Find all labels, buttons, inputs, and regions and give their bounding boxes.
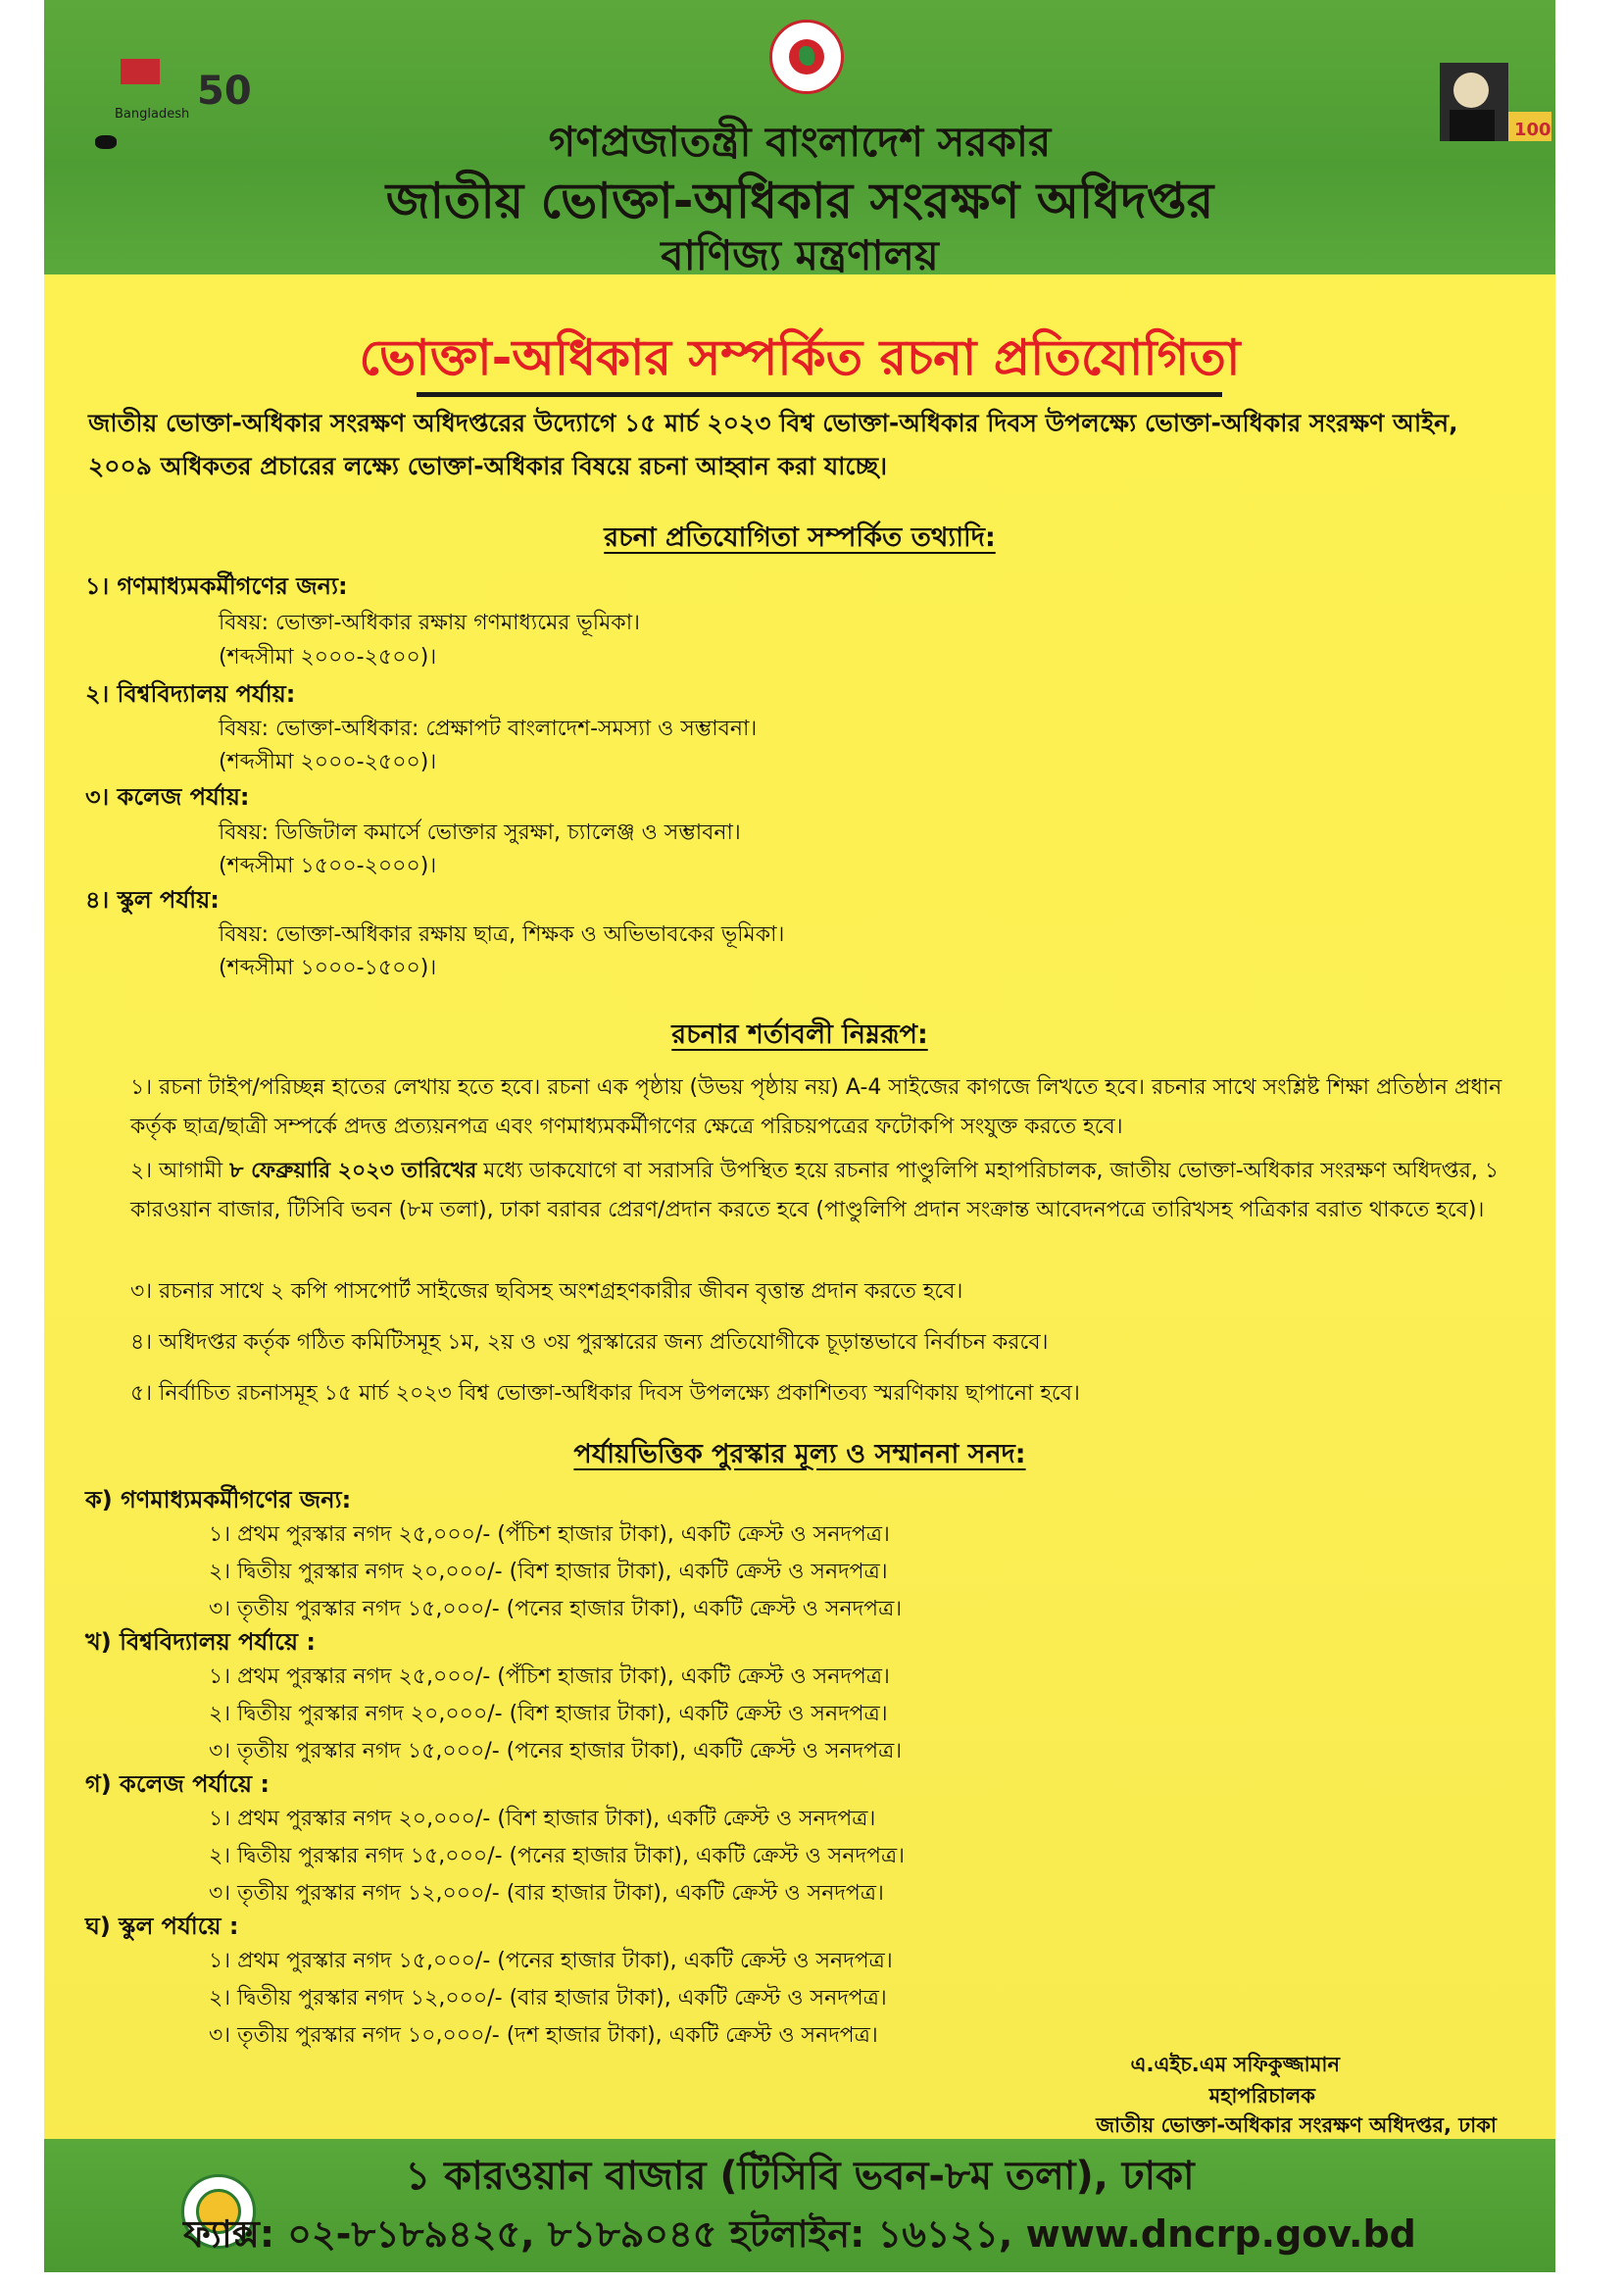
prize-line: ১। প্রথম পুরস্কার নগদ ২০,০০০/- (বিশ হাজার টাকা), একটি ক্রেস্ট ও সনদপত্র। (209, 1807, 876, 1831)
government-emblem-icon (769, 20, 844, 94)
logo-number: 50 (197, 69, 252, 114)
condition-2-body: মধ্যে ডাকযোগে বা সরাসরি উপস্থিত হয়ে রচনার পাণ্ডুলিপি মহাপরিচালক, জাতীয় ভোক্তা-অধিকার সংরক্ষণ অধিদপ্তর, ১ কারওয়ান বাজার, টিসিবি ভবন (৮ম তলা), ঢাকা বরাবর প্রেরণ/প্রদান করতে হবে (পাণ্ডুলিপি প্রদান সংক্রান্ত আবেদনপত্রে তারিখসহ পত্রিকার বরাত থাকতে হবে)। (130, 1159, 1500, 1222)
info-item-university-limit: (শব্দসীমা ২০০০-২৫০০)। (219, 750, 437, 774)
signatory-name: এ.এইচ.এম সফিকুজ্জামান (1130, 2053, 1340, 2076)
footer-contact: ফ্যাক্স: ০২-৮১৮৯৪২৫, ৮১৮৯০৪৫ হটলাইন: ১৬১২১, www.dncrp.gov.bd (183, 2212, 1416, 2256)
info-item-university-topic: বিষয়: ভোক্তা-অধিকার: প্রেক্ষাপট বাংলাদেশ-সমস্যা ও সম্ভাবনা। (219, 717, 758, 741)
conditions-heading: রচনার শর্তাবলী নিম্নরূপ: (671, 1019, 928, 1050)
prize-group-university-head: খ) বিশ্ববিদ্যালয় পর্যায়ে : (85, 1628, 316, 1656)
info-item-school-topic: বিষয়: ভোক্তা-অধিকার রক্ষায় ছাত্র, শিক্ষক ও অভিভাবকের ভূমিকা। (219, 922, 785, 947)
info-item-media-topic: বিষয়: ভোক্তা-অধিকার রক্ষায় গণমাধ্যমের ভূমিকা। (219, 611, 640, 635)
prize-line: ৩। তৃতীয় পুরস্কার নগদ ১৫,০০০/- (পনের হাজার টাকা), একটি ক্রেস্ট ও সনদপত্র। (209, 1739, 903, 1763)
header-ministry: বাণিজ্য মন্ত্রণালয় (661, 231, 939, 279)
info-item-media-head: ১। গণমাধ্যমকর্মীগণের জন্য: (85, 572, 348, 600)
prize-line: ২। দ্বিতীয় পুরস্কার নগদ ১৫,০০০/- (পনের হাজার টাকা), একটি ক্রেস্ট ও সনদপত্র। (209, 1844, 905, 1868)
prize-group-school-head: ঘ) স্কুল পর্যায়ে : (85, 1912, 239, 1940)
prize-group-media-head: ক) গণমাধ্যমকর্মীগণের জন্য: (85, 1486, 352, 1514)
header-government: গণপ্রজাতন্ত্রী বাংলাদেশ সরকার (548, 118, 1052, 166)
condition-2-prefix: ২। আগামী (130, 1159, 230, 1183)
signatory-designation: মহাপরিচালক (1208, 2084, 1315, 2108)
footer-address: ১ কারওয়ান বাজার (টিসিবি ভবন-৮ম তলা), ঢাকা (405, 2154, 1195, 2199)
prize-group-college-head: গ) কলেজ পর্যায়ে : (85, 1770, 271, 1798)
info-item-college-head: ৩। কলেজ পর্যায়: (85, 783, 250, 811)
info-item-school-head: ৪। স্কুল পর্যায়: (85, 886, 220, 914)
prize-line: ৩। তৃতীয় পুরস্কার নগদ ১৫,০০০/- (পনের হাজার টাকা), একটি ক্রেস্ট ও সনদপত্র। (209, 1597, 903, 1621)
notice-sheet (44, 0, 1555, 2272)
centenary-number: 100 (1514, 120, 1551, 140)
intro-paragraph: জাতীয় ভোক্তা-অধিকার সংরক্ষণ অধিদপ্তরের উদ্যোগে ১৫ মার্চ ২০২৩ বিশ্ব ভোক্তা-অধিকার দিবস উপলক্ষ্যে ভোক্তা-অধিকার সংরক্ষণ আইন, ২০০৯ অধিকতর প্রচারের লক্ষ্যে ভোক্তা-অধিকার বিষয়ে রচনা আহ্বান করা যাচ্ছে। (88, 409, 1458, 480)
info-item-university-head: ২। বিশ্ববিদ্যালয় পর্যায়: (85, 680, 296, 708)
condition-2-date: ৮ ফেব্রুয়ারি ২০২৩ তারিখের (229, 1159, 477, 1183)
title-underline (417, 392, 1222, 397)
condition-1: ১। রচনা টাইপ/পরিচ্ছন্ন হাতের লেখায় হতে হবে। রচনা এক পৃষ্ঠায় (উভয় পৃষ্ঠায় নয়) A-4 সাইজের কাগজে লিখতে হবে। রচনার সাথে সংশ্লিষ্ট শিক্ষা প্রতিষ্ঠান প্রধান কর্তৃক ছাত্র/ছাত্রী সম্পর্কে প্রদত্ত প্রত্যয়নপত্র এবং গণমাধ্যমকর্মীগণের ক্ষেত্রে পরিচয়পত্রের ফটোকপি সংযুক্ত করতে হবে। (130, 1075, 1502, 1139)
condition-4: ৪। অধিদপ্তর কর্তৃক গঠিত কমিটিসমূহ ১ম, ২য় ও ৩য় পুরস্কারের জন্য প্রতিযোগীকে চূড়ান্তভাবে নির্বাচন করবে। (130, 1330, 1049, 1355)
info-item-college-limit: (শব্দসীমা ১৫০০-২০০০)। (219, 854, 437, 878)
info-heading: রচনা প্রতিযোগিতা সম্পর্কিত তথ্যাদি: (604, 522, 996, 553)
header-directorate: জাতীয় ভোক্তা-অধিকার সংরক্ষণ অধিদপ্তর (385, 173, 1214, 229)
signatory-office: জাতীয় ভোক্তা-অধিকার সংরক্ষণ অধিদপ্তর, ঢাকা (1096, 2113, 1497, 2137)
prize-line: ১। প্রথম পুরস্কার নগদ ১৫,০০০/- (পনের হাজার টাকা), একটি ক্রেস্ট ও সনদপত্র। (209, 1949, 893, 1973)
condition-3: ৩। রচনার সাথে ২ কপি পাসপোর্ট সাইজের ছবিসহ অংশগ্রহণকারীর জীবন বৃত্তান্ত প্রদান করতে হবে। (130, 1279, 963, 1304)
info-item-media-limit: (শব্দসীমা ২০০০-২৫০০)। (219, 645, 437, 670)
prize-line: ১। প্রথম পুরস্কার নগদ ২৫,০০০/- (পঁচিশ হাজার টাকা), একটি ক্রেস্ট ও সনদপত্র। (209, 1522, 890, 1547)
prize-line: ১। প্রথম পুরস্কার নগদ ২৫,০০০/- (পঁচিশ হাজার টাকা), একটি ক্রেস্ট ও সনদপত্র। (209, 1664, 890, 1689)
condition-5: ৫। নির্বাচিত রচনাসমূহ ১৫ মার্চ ২০২৩ বিশ্ব ভোক্তা-অধিকার দিবস উপলক্ষ্যে প্রকাশিতব্য স্মরণিকায় ছাপানো হবে। (130, 1381, 1080, 1406)
prize-line: ৩। তৃতীয় পুরস্কার নগদ ১২,০০০/- (বার হাজার টাকা), একটি ক্রেস্ট ও সনদপত্র। (209, 1881, 884, 1906)
condition-2 (130, 1152, 1532, 1230)
prize-line: ২। দ্বিতীয় পুরস্কার নগদ ১২,০০০/- (বার হাজার টাকা), একটি ক্রেস্ট ও সনদপত্র। (209, 1986, 887, 2011)
prize-line: ২। দ্বিতীয় পুরস্কার নগদ ২০,০০০/- (বিশ হাজার টাকা), একটি ক্রেস্ট ও সনদপত্র। (209, 1560, 888, 1584)
logo-text: Bangladesh (115, 107, 190, 122)
info-item-school-limit: (শব্দসীমা ১০০০-১৫০০)। (219, 956, 437, 980)
page-title: ভোক্তা-অধিকার সম্পর্কিত রচনা প্রতিযোগিতা (359, 329, 1241, 386)
prizes-heading: পর্যায়ভিত্তিক পুরস্কার মূল্য ও সম্মাননা সনদ: (573, 1439, 1026, 1469)
info-item-college-topic: বিষয়: ডিজিটাল কমার্সে ভোক্তার সুরক্ষা, চ্যালেঞ্জ ও সম্ভাবনা। (219, 820, 741, 845)
prize-line: ৩। তৃতীয় পুরস্কার নগদ ১০,০০০/- (দশ হাজার টাকা), একটি ক্রেস্ট ও সনদপত্র। (209, 2023, 878, 2048)
prize-line: ২। দ্বিতীয় পুরস্কার নগদ ২০,০০০/- (বিশ হাজার টাকা), একটি ক্রেস্ট ও সনদপত্র। (209, 1702, 888, 1726)
